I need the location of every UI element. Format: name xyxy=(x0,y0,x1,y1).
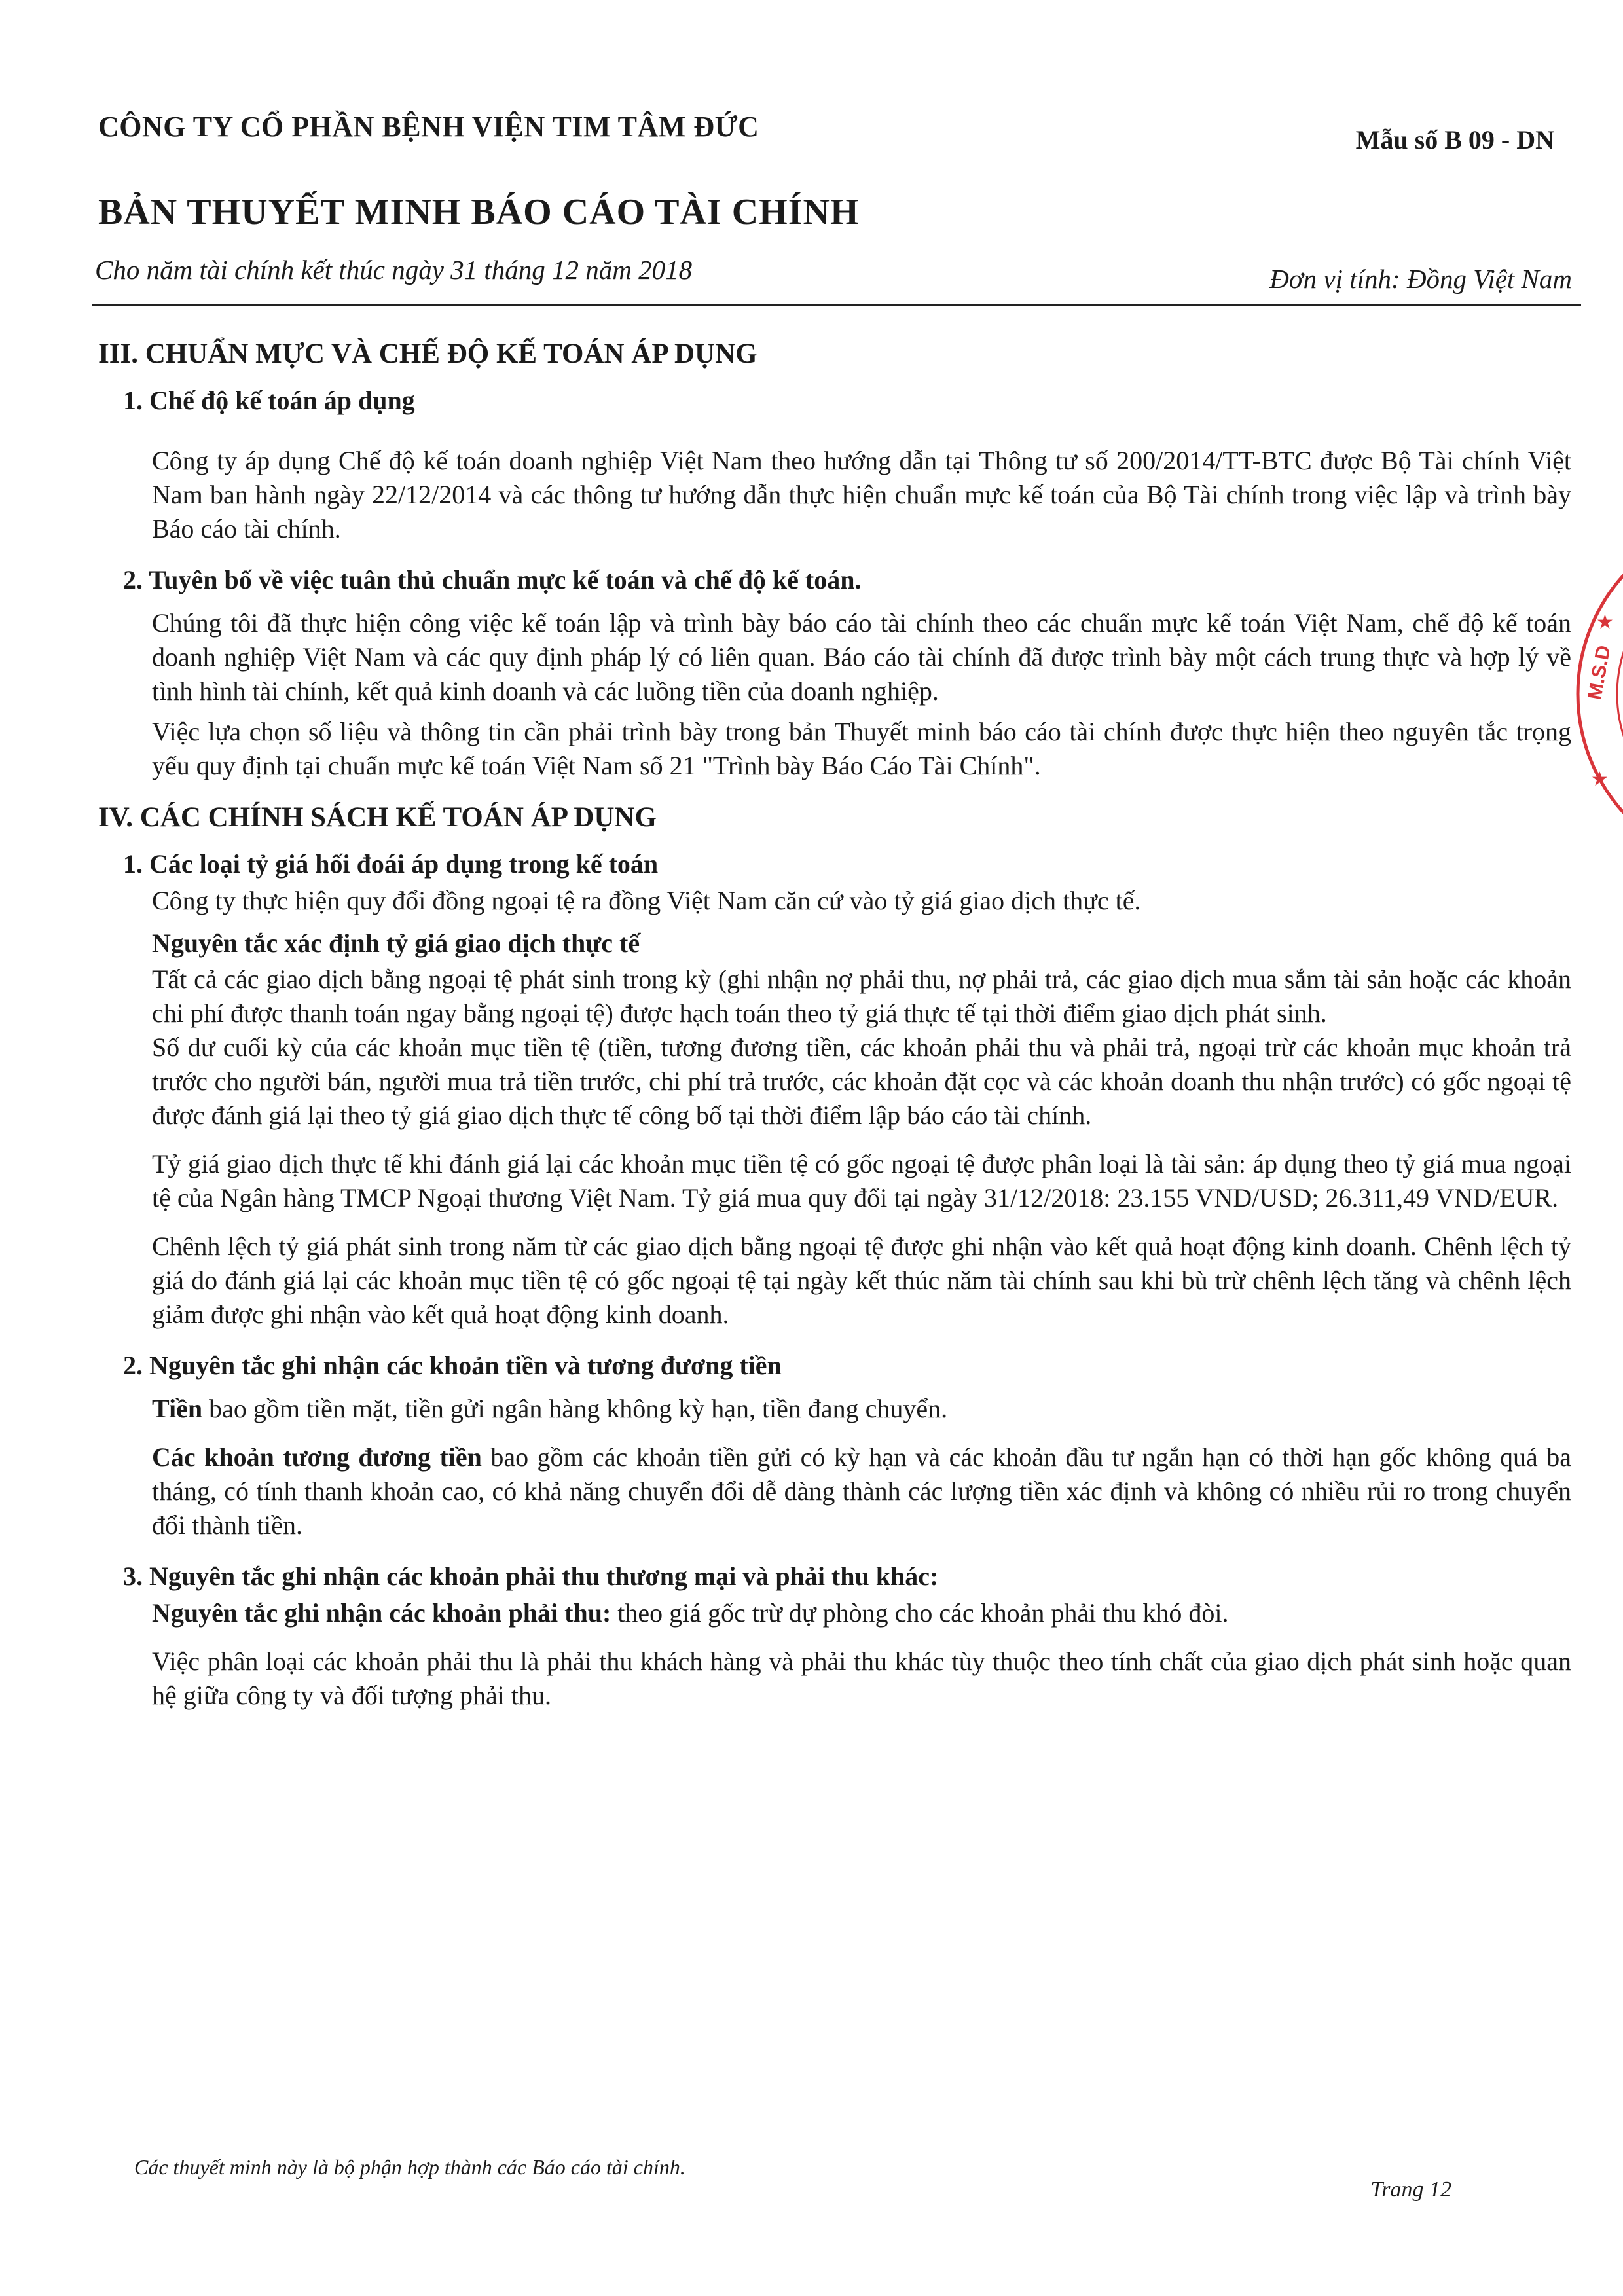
form-number: Mẫu số B 09 - DN xyxy=(1355,125,1554,155)
section-3-heading: III. CHUẨN MỰC VÀ CHẾ ĐỘ KẾ TOÁN ÁP DỤNG xyxy=(98,338,757,369)
seal-star-icon: ★ xyxy=(1596,611,1614,633)
section-3-item-2-paragraph-2: Việc lựa chọn số liệu và thông tin cần phải trình bày trong bản Thuyết minh báo cáo tài chính được thực hiện theo nguyên tắc trọng yếu quy định tại chuẩn mực kế toán Việt Nam số 21 "Trình bày Báo Cáo Tài Chính". xyxy=(152,717,1571,780)
footer-note: Các thuyết minh này là bộ phận hợp thành các Báo cáo tài chính. xyxy=(134,2155,685,2179)
receivables-principle-term: Nguyên tắc ghi nhận các khoản phải thu: xyxy=(152,1598,611,1628)
header-divider xyxy=(92,304,1581,306)
section-3-item-1-paragraph: Công ty áp dụng Chế độ kế toán doanh nghiệp Việt Nam theo hướng dẫn tại Thông tư số 200/2014/TT-BTC được Bộ Tài chính Việt Nam ban hành ngày 22/12/2014 và các thông tư hướng dẫn thực hiện chuẩn mực kế toán của Bộ Tài chính trong việc lập và trình bày Báo cáo tài chính. xyxy=(152,446,1571,543)
company-name: CÔNG TY CỔ PHẦN BỆNH VIỆN TIM TÂM ĐỨC xyxy=(98,111,759,143)
seal-star-icon: ★ xyxy=(1591,769,1609,790)
cash-term: Tiền xyxy=(152,1394,203,1423)
section-4-heading: IV. CÁC CHÍNH SÁCH KẾ TOÁN ÁP DỤNG xyxy=(98,802,657,833)
receivables-principle-paragraph xyxy=(92,1596,1578,1630)
seal-text: M.S.D xyxy=(1584,644,1615,702)
cash-definition-paragraph xyxy=(92,1392,1578,1426)
reporting-period: Cho năm tài chính kết thúc ngày 31 tháng 12 năm 2018 xyxy=(95,255,693,285)
section-4-item-3-heading: 3. Nguyên tắc ghi nhận các khoản phải thu thương mại và phải thu khác: xyxy=(123,1561,939,1591)
section-3-item-1-heading: 1. Chế độ kế toán áp dụng xyxy=(123,386,415,415)
page-number: Trang 12 xyxy=(1370,2178,1451,2202)
company-seal xyxy=(1558,498,1623,903)
currency-unit: Đơn vị tính: Đồng Việt Nam xyxy=(1269,264,1572,294)
section-4-item-1-paragraph-5: Chênh lệch tỷ giá phát sinh trong năm từ các giao dịch bằng ngoại tệ được ghi nhận vào kết quả hoạt động kinh doanh. Chênh lệch tỷ giá do đánh giá lại các khoản mục tiền tệ có gốc ngoại tệ tại ngày kết thúc năm tài chính sau khi bù trừ chênh lệch tăng và chênh lệch giảm được ghi nhận vào kết quả hoạt động kinh doanh. xyxy=(152,1231,1571,1329)
receivables-principle-text: theo giá gốc trừ dự phòng cho các khoản phải thu khó đòi. xyxy=(611,1598,1229,1628)
seal-graphic xyxy=(1558,498,1623,903)
section-3-item-2-paragraph-1: Chúng tôi đã thực hiện công việc kế toán lập và trình bày báo cáo tài chính theo các chuẩn mực kế toán Việt Nam, chế độ kế toán doanh nghiệp Việt Nam và các quy định pháp lý có liên quan. Báo cáo tài chính đã được trình bày một cách trung thực và hợp lý về tình hình tài chính, kết quả kinh doanh và các luồng tiền của doanh nghiệp. xyxy=(152,608,1571,706)
section-4-item-1-paragraph-2: Tất cả các giao dịch bằng ngoại tệ phát sinh trong kỳ (ghi nhận nợ phải thu, nợ phải trả, các giao dịch mua sắm tài sản hoặc các khoản chi phí được thanh toán ngay bằng ngoại tệ) được hạch toán theo tỷ giá thực tế tại thời điểm giao dịch phát sinh. xyxy=(152,964,1571,1028)
document-title: BẢN THUYẾT MINH BÁO CÁO TÀI CHÍNH xyxy=(98,192,860,232)
cash-equivalents-paragraph xyxy=(92,1440,1578,1542)
section-4-item-1-paragraph-1: Công ty thực hiện quy đổi đồng ngoại tệ ra đồng Việt Nam căn cứ vào tỷ giá giao dịch thực tế. xyxy=(152,886,1141,915)
cash-equivalents-term: Các khoản tương đương tiền xyxy=(152,1442,482,1472)
section-3-item-2-heading: 2. Tuyên bố về việc tuân thủ chuẩn mực kế toán và chế độ kế toán. xyxy=(123,565,862,594)
exchange-rate-principle-heading: Nguyên tắc xác định tỷ giá giao dịch thực tế xyxy=(152,928,640,958)
receivables-classification-paragraph: Việc phân loại các khoản phải thu là phải thu khách hàng và phải thu khác tùy thuộc theo tính chất của giao dịch phát sinh hoặc quan hệ giữa công ty và đối tượng phải thu. xyxy=(152,1647,1571,1710)
notes-body xyxy=(92,334,1578,1713)
cash-equivalents-definition: bao gồm các khoản tiền gửi có kỳ hạn và các khoản đầu tư ngắn hạn có thời hạn gốc không quá ba tháng, có tính thanh khoản cao, có khả năng chuyển đổi dễ dàng thành các lượng tiền xác định và không có nhiều rủi ro trong chuyển đổi thành tiền. xyxy=(152,1442,1571,1540)
section-4-item-1-paragraph-4: Tỷ giá giao dịch thực tế khi đánh giá lại các khoản mục tiền tệ có gốc ngoại tệ được phân loại là tài sản: áp dụng theo tỷ giá mua ngoại tệ của Ngân hàng TMCP Ngoại thương Việt Nam. Tỷ giá mua quy đổi tại ngày 31/12/2018: 23.155 VND/USD; 26.311,49 VND/EUR. xyxy=(152,1149,1571,1212)
seal-inner-ring xyxy=(1617,556,1623,831)
cash-definition: bao gồm tiền mặt, tiền gửi ngân hàng không kỳ hạn, tiền đang chuyển. xyxy=(202,1394,948,1423)
section-4-item-1-heading: 1. Các loại tỷ giá hối đoái áp dụng trong kế toán xyxy=(123,849,659,879)
section-4-item-2-heading: 2. Nguyên tắc ghi nhận các khoản tiền và tương đương tiền xyxy=(123,1351,782,1380)
section-4-item-1-paragraph-3: Số dư cuối kỳ của các khoản mục tiền tệ (tiền, tương đương tiền, các khoản phải thu và phải trả, ngoại trừ các khoản mục khoản trả trước cho người bán, người mua trả tiền trước, chi phí trả trước, các khoản đặt cọc và các khoản doanh thu nhận trước) có gốc ngoại tệ được đánh giá lại theo tỷ giá giao dịch thực tế công bố tại thời điểm lập báo cáo tài chính. xyxy=(152,1032,1571,1130)
